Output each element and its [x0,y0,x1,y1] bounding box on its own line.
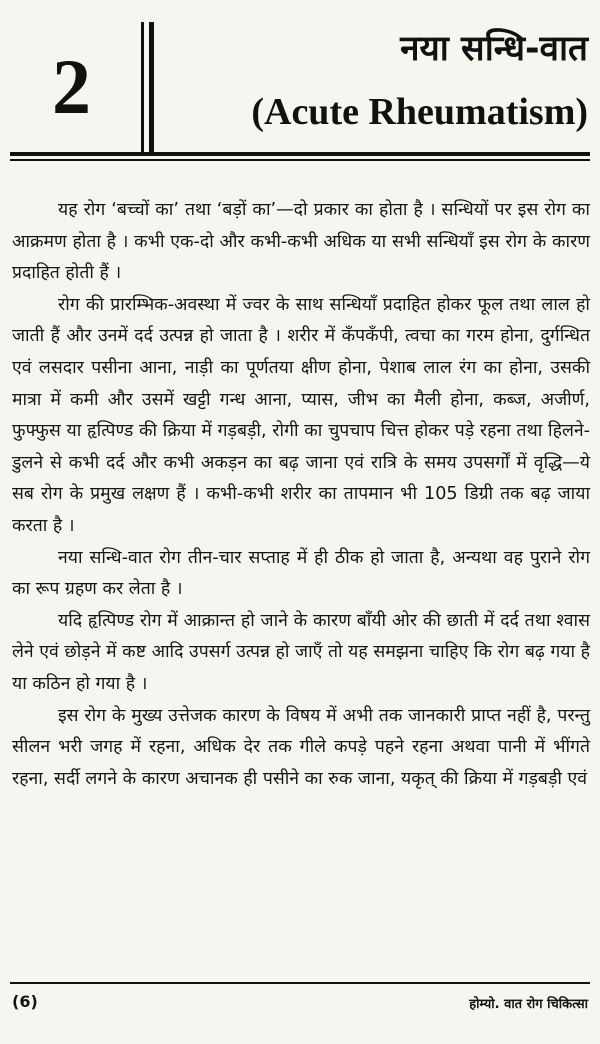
chapter-number: 2 [52,43,91,130]
paragraph-2: रोग की प्रारम्भिक-अवस्था में ज्वर के साथ सन्धियाँ प्रदाहित होकर फूल तथा लाल हो जाती हैं और उनमें दर्द उत्पन्न हो जाता है । शरीर में कँपकँपी, त्वचा का गरम होना, दुर्गन्धित एवं लसदार पसीना आना, नाड़ी का पूर्णतया क्षीण होना, पेशाब लाल रंग का होना, उसकी मात्रा में कमी और उसमें खट्टी गन्ध आना, प्यास, जीभ का मैली होना, कब्ज, अजीर्ण, फुफ्फुस या हृत्पिण्ड की क्रिया में गड़बड़ी, रोगी का चुपचाप चित्त होकर पड़े रहना तथा हिलने-डुलने से कभी दर्द और कभी अकड़न का बढ़ जाना एवं रात्रि के समय उपसर्गों में वृद्धि—ये सब रोग के प्रमुख लक्षण हैं । कभी-कभी शरीर का तापमान भी 105 डिग्री तक बढ़ जाया करता है । [12,294,590,536]
paragraph-4: यदि हृत्पिण्ड रोग में आक्रान्त हो जाने के कारण बाँयी ओर की छाती में दर्द तथा श्वास लेने एवं छोड़ने में कष्ट आदि उपसर्ग उत्पन्न हो जाएँ तो यह समझना चाहिए कि रोग बढ़ गया है या कठिन हो गया है । [12,610,590,694]
running-title: होम्यो. वात रोग चिकित्सा [469,997,588,1012]
header-divider-thick [149,22,154,152]
chapter-header [0,0,600,165]
paragraph-3: नया सन्धि-वात रोग तीन-चार सप्ताह में ही ठीक हो जाता है, अन्यथा वह पुराने रोग का रूप ग्रहण कर लेता है । [12,547,590,600]
header-rule-thin [10,159,590,161]
chapter-title-english: (Acute Rheumatism) [251,91,588,133]
page-number: (6) [12,992,38,1011]
header-rule-thick [10,152,590,156]
chapter-title-hindi: नया सन्धि-वात [400,29,588,69]
body-text [12,195,590,795]
paragraph-5: इस रोग के मुख्य उत्तेजक कारण के विषय में अभी तक जानकारी प्राप्त नहीं है, परन्तु सीलन भरी जगह में रहना, अधिक देर तक गीले कपड़े पहने रहना अथवा पानी में भींगते रहना, सर्दी लगने के कारण अचानक ही पसीने का रुक जाना, यकृत् की क्रिया में गड़बड़ी एवं [12,705,590,789]
header-divider-thin [141,22,144,152]
footer-rule [10,982,590,984]
paragraph-1: यह रोग ‘बच्चों का’ तथा ‘बड़ों का’—दो प्रकार का होता है । सन्धियों पर इस रोग का आक्रमण होता है । कभी एक-दो और कभी-कभी अधिक या सभी सन्धियाँ इस रोग के कारण प्रदाहित होती हैं । [12,200,590,284]
